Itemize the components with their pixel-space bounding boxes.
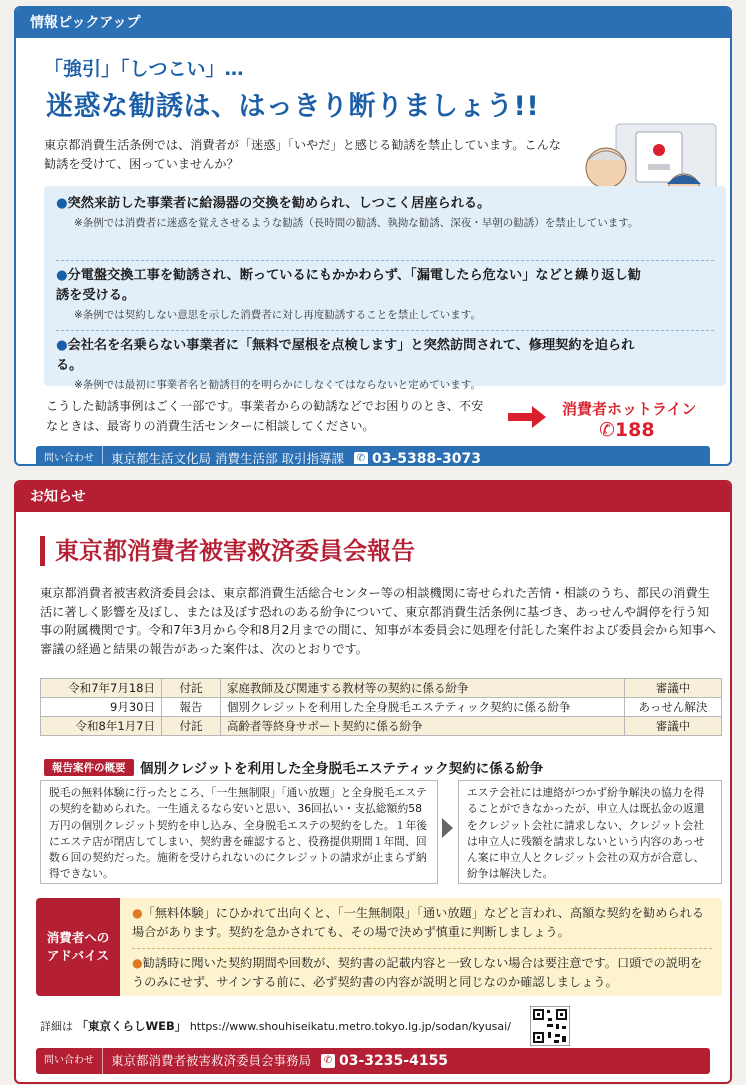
advice-item-text: 「無料体験」にひかれて出向くと、「一生無制限」「通い放題」などと言われ、高額な契約を勧められる場合があります。契約を急かされても、その場で決めず慎重に判断しましょう。 xyxy=(132,906,704,939)
report-title: 東京都消費者被害救済委員会報告 xyxy=(40,536,415,566)
list-item: ●分電盤交換工事を勧誘され、断っているにもかかわらず、「漏電したら危ない」などと繰り返し勧誘を受ける。 ※条例では契約しない意思を示した消費者に対し再度勧誘することを禁止しています。 xyxy=(56,266,646,323)
table-row xyxy=(41,679,722,698)
report-body: 東京都消費者被害救済委員会は、東京都消費生活総合センター等の相談機関に寄せられた苦情・相談のうち、都民の消費生活に著しく影響を及ぼし、または及ぼす恐れのある紛争について、東京都消費生活条例に基づき、あっせんや調停を行う知事の附属機関です。令和7年3月から令和8月2月までの間に、知事が本委員会に処理を付託した案件および委員会から知事へ審議の経過と結果の報告があった案件は、次のとおりです。 xyxy=(40,586,716,656)
inquiry-org: 東京都生活文化局 消費生活部 取引指導課 xyxy=(111,451,344,466)
consumer-advice xyxy=(36,898,722,996)
phone-icon: ✆ xyxy=(321,1054,335,1068)
table-row xyxy=(41,698,722,717)
details-site: 「東京くらしWEB」 xyxy=(76,1019,187,1033)
case-table xyxy=(40,678,722,736)
closing-text: こうした勧誘事例はごく一部です。事業者からの勧誘などでお困りのとき、不安なときは、最寄りの消費生活センターに相談してください。 xyxy=(46,399,484,433)
hotline-number-text: 188 xyxy=(614,419,655,441)
advice-label-line2: アドバイス xyxy=(46,948,110,963)
inquiry-phone-text: 03-3235-4155 xyxy=(339,1053,449,1069)
arrow-right-icon xyxy=(442,818,453,838)
arrow-right-icon xyxy=(508,406,546,428)
qr-code-icon[interactable] xyxy=(530,1006,570,1046)
case-resolution: エステ会社には連絡がつかず紛争解決の協力を得ることができなかったが、申立人は既払金の返還をクレジット会社に請求しない、クレジット会社は申立人に残額を請求しないという内容のあっせん案に申立人とクレジット会社の双方が合意し、紛争は解決した。 xyxy=(458,780,722,884)
details-url-link[interactable]: https://www.shouhiseikatu.metro.tokyo.lg.jp/sodan/kyusai/ xyxy=(189,1020,511,1033)
advice-item: ●「無料体験」にひかれて出向くと、「一生無制限」「通い放題」などと言われ、高額な契約を勧められる場合があります。契約を急かされても、その場で決めず慎重に判断しましょう。 xyxy=(132,906,704,939)
details-prefix: 詳細は xyxy=(40,1020,73,1033)
inquiry-bar xyxy=(36,446,710,466)
case-status: あっせん解決 xyxy=(625,698,722,717)
section-header: お知らせ xyxy=(16,482,730,512)
notice-panel xyxy=(14,480,732,1084)
case-type: 付託 xyxy=(162,717,221,736)
advice-label-line1: 消費者への xyxy=(46,930,110,945)
details-line xyxy=(40,1018,511,1034)
inquiry-org: 東京都消費者被害救済委員会事務局 xyxy=(111,1053,312,1068)
case-desc: 個別クレジットを利用した全身脱毛エステティック契約に係る紛争 xyxy=(221,698,625,717)
list-item-text: 突然来訪した事業者に給湯器の交換を勧められ、しつこく居座られる。 xyxy=(67,196,491,211)
advice-label xyxy=(36,898,120,996)
page-title: 迷惑な勧誘は、はっきり断りましょう!! xyxy=(46,91,540,122)
case-status: 審議中 xyxy=(625,679,722,698)
hotline-label: 消費者ホットライン xyxy=(562,400,697,418)
case-type: 報告 xyxy=(162,698,221,717)
list-item-note: ※条例では最初に事業者名と勧誘目的を明らかにしなくてはならないと定めています。 xyxy=(74,379,481,391)
inquiry-label: 問い合わせ xyxy=(36,1048,103,1074)
case-date: 令和8年1月7日 xyxy=(41,717,162,736)
table-row xyxy=(41,717,722,736)
list-item: ●会社名を名乗らない事業者に「無料で屋根を点検します」と突然訪問されて、修理契約を迫られる。 ※条例では最初に事業者名と勧誘目的を明らかにしなくてはならないと定めています。 xyxy=(56,336,646,393)
list-item-text: 分電盤交換工事を勧誘され、断っているにもかかわらず、「漏電したら危ない」などと繰り返し勧誘を受ける。 xyxy=(56,268,641,303)
example-list xyxy=(44,186,726,391)
divider xyxy=(132,948,712,949)
phone-icon: ✆ xyxy=(599,419,615,441)
advice-item-text: 勧誘時に聞いた契約期間や回数が、契約書の記載内容と一致しない場合は要注意です。口頭での説明をうのみにせず、サインする前に、必ず契約書の内容が説明と同じなのか確認しましょう。 xyxy=(132,956,703,989)
inquiry-phone[interactable] xyxy=(354,446,481,466)
info-pickup-panel xyxy=(14,6,732,466)
list-item: ●突然来訪した事業者に給湯器の交換を勧められ、しつこく居座られる。 ※条例では消費者に迷惑を覚えさせるような勧誘（長時間の勧誘、執拗な勧誘、深夜・早朝の勧誘）を禁止しています。 xyxy=(56,194,646,231)
list-item-text: 会社名を名乗らない事業者に「無料で屋根を点検します」と突然訪問されて、修理契約を迫られる。 xyxy=(56,338,635,373)
list-item-note: ※条例では消費者に迷惑を覚えさせるような勧誘（長時間の勧誘、執拗な勧誘、深夜・早朝の勧誘）を禁止しています。 xyxy=(74,217,639,229)
case-desc: 高齢者等終身サポート契約に係る紛争 xyxy=(221,717,625,736)
advice-item: ●勧誘時に聞いた契約期間や回数が、契約書の記載内容と一致しない場合は要注意です。口頭での説明をうのみにせず、サインする前に、必ず契約書の内容が説明と同じなのか確認しましょう。 xyxy=(132,956,703,989)
divider xyxy=(56,260,714,261)
case-status: 審議中 xyxy=(625,717,722,736)
inquiry-bar xyxy=(36,1048,710,1074)
case-heading: 個別クレジットを利用した全身脱毛エステティック契約に係る紛争 xyxy=(140,761,544,777)
section-header: 情報ピックアップ xyxy=(16,8,730,38)
case-summary-badge: 報告案件の概要 xyxy=(44,759,134,776)
inquiry-phone-text: 03-5388-3073 xyxy=(371,451,481,466)
divider xyxy=(56,330,714,331)
subtitle: 「強引」「しつこい」… xyxy=(44,58,244,80)
case-date: 9月30日 xyxy=(41,698,162,717)
inquiry-label: 問い合わせ xyxy=(36,446,103,466)
case-date: 令和7年7月18日 xyxy=(41,679,162,698)
hotline-number[interactable] xyxy=(599,419,655,441)
case-desc: 家庭教師及び関連する教材等の契約に係る紛争 xyxy=(221,679,625,698)
intro-text: 東京都消費生活条例では、消費者が「迷惑」「いやだ」と感じる勧誘を禁止しています。こんな勧誘を受けて、困っていませんか？ xyxy=(44,138,561,171)
case-type: 付託 xyxy=(162,679,221,698)
phone-icon: ✆ xyxy=(354,452,368,466)
case-complaint: 脱毛の無料体験に行ったところ、「一生無制限」「通い放題」と全身脱毛エステの契約を勧められた。一生通えるなら安いと思い、36回払い・支払総額約58万円の個別クレジット契約を申し込み、全身脱毛エステの契約をした。１年後にエステ店が閉店してしまい、契約書を確認すると、役務提供期間１年間、回数６回の契約だった。施術を受けられないのにクレジットの請求が止まらず納得できない。 xyxy=(40,780,438,884)
list-item-note: ※条例では契約しない意思を示した消費者に対し再度勧誘することを禁止しています。 xyxy=(74,309,481,321)
inquiry-phone[interactable] xyxy=(321,1048,448,1074)
